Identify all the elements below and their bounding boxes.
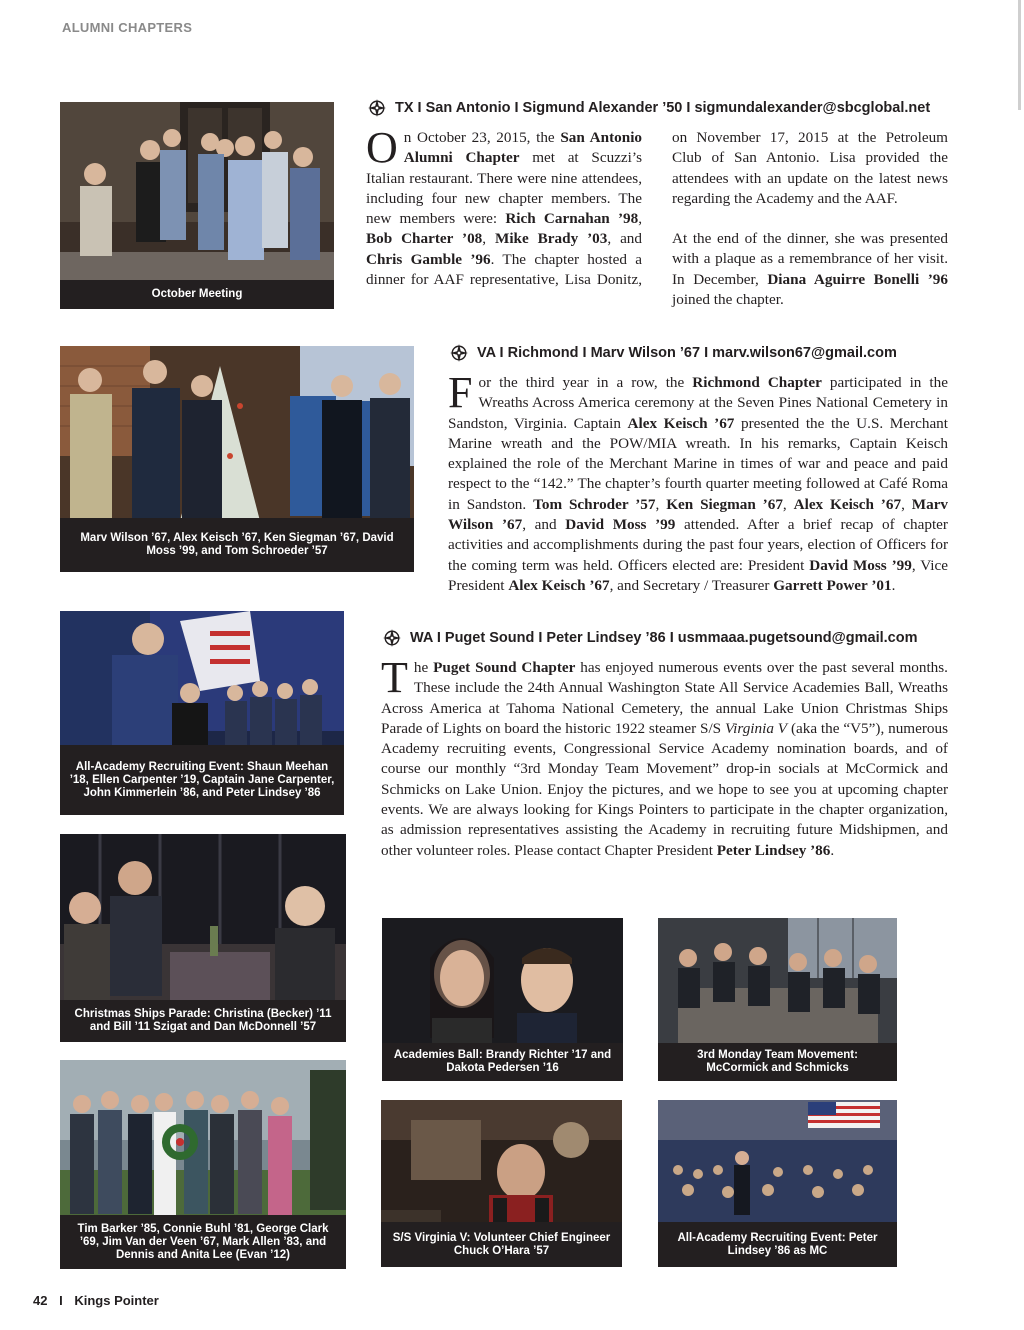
drop-cap: O: [366, 123, 398, 172]
group-photo-image: [60, 102, 334, 309]
page-footer: [33, 1293, 159, 1308]
publication-name: Kings Pointer: [74, 1293, 159, 1308]
photo-caption: S/S Virginia V: Volunteer Chief Engineer Chuck O’Hara ’57: [381, 1222, 622, 1267]
photo-third-monday: [658, 918, 897, 1081]
chapter-body-wa: The Puget Sound Chapter has enjoyed numerous events over the past several months. These include the 24th Annual Washington State All Service Academies Ball, Wreaths Across America at Tahoma National Cemetery, the annual Lake Union Christmas Ships Parade of Lights on board the historic 1922 steamer S/S Virginia V (aka the “V5”), numerous Academy recruiting events, Congressional Service Academy nomination boards, and of course our monthly “3rd Monday Team Movement” drop-in socials at McCormick and Schmicks on Lake Union. Enjoy the pictures, and we hope to see you at upcoming chapter events. We are always looking for Kings Pointers to participate in the chapter organization, as admission representatives assisting the Academy in recruiting future Midshipmen, and other volunteer roles. Please contact Chapter President Peter Lindsey ’86.: [381, 653, 949, 859]
photo-recruiting-mc: [658, 1100, 897, 1267]
compass-rose-icon: [450, 344, 468, 362]
page-edge-rule: [1018, 0, 1021, 110]
photo-virginia-v: [381, 1100, 622, 1267]
compass-rose-icon: [368, 99, 386, 117]
photo-richmond-group: [60, 346, 414, 572]
chapter-body-va: For the third year in a row, the Richmond Chapter participated in the Wreaths Across America ceremony at the Seven Pines National Cemetery in Sandston, Virginia. Captain Alex Keisch ’67 presented the the U.S. Merchant Marine wreath and the POW/MIA wreath. In his remarks, Captain Keisch explained the role of the Merchant Marine in times of war and peace and paid respect to the “142.” The chapter’s fourth quarter meeting followed at Café Roma in Sandston. Tom Schroder ’57, Ken Siegman ’67, Alex Keisch ’67, Marv Wilson ’67, and David Moss ’99 attended. After a brief recap of chapter activities and accomplishments during the past four years, election of Officers for the coming term was held. Officers elected are: President David Moss ’99, Vice President Alex Keisch ’67, and Secretary / Treasurer Garrett Power ’01.: [448, 368, 949, 594]
photo-caption: All-Academy Recruiting Event: Peter Lindsey ’86 as MC: [658, 1222, 897, 1267]
photo-caption: Academies Ball: Brandy Richter ’17 and Dakota Pedersen ’16: [382, 1043, 623, 1081]
photo-wreaths-group: [60, 1060, 346, 1269]
drop-cap: T: [381, 653, 408, 702]
drop-cap: F: [448, 368, 473, 417]
chapter-heading-va: [450, 344, 897, 362]
chapter-heading-text: VA I Richmond I Marv Wilson ’67 I marv.wilson67@gmail.com: [477, 345, 897, 361]
photo-christmas-ships: [60, 834, 346, 1042]
photo-caption: Marv Wilson ’67, Alex Keisch ’67, Ken Siegman ’67, David Moss ’99, and Tom Schroeder ’57: [60, 518, 414, 572]
chapter-heading-text: WA I Puget Sound I Peter Lindsey ’86 I usmmaaa.pugetsound@gmail.com: [410, 630, 918, 646]
chapter-heading-tx: [368, 99, 930, 117]
photo-academies-ball: [382, 918, 623, 1081]
photo-caption: 3rd Monday Team Movement: McCormick and Schmicks: [658, 1043, 897, 1081]
photo-caption: All-Academy Recruiting Event: Shaun Meehan ’18, Ellen Carpenter ’19, Captain Jane Carpenter, John Kimmerlein ’86, and Peter Lindsey ’86: [60, 745, 344, 815]
photo-caption: Christmas Ships Parade: Christina (Becker) ’11 and Bill ’11 Szigat and Dan McDonnell ’57: [60, 1000, 346, 1042]
chapter-body-tx: On October 23, 2015, the San Antonio Alumni Chapter met at Scuzzi’s Italian restaurant. There were nine attendees, including four new chapter members. The new members were: Rich Carnahan ’98, Bob Charter ’08, Mike Brady ’03, and Chris Gamble ’96. The chapter hosted a dinner for AAF representative, Lisa Donitz, on November 17, 2015 at the Petroleum Club of San Antonio. Lisa provided the attendees with an update on the latest news regarding the Academy and the AAF. At the end of the dinner, she was presented with a plaque as a remembrance of her visit. In December, Diana Aguirre Bonelli ’96 joined the chapter.: [366, 123, 948, 309]
photo-recruiting-event: [60, 611, 344, 815]
footer-separator: I: [59, 1293, 63, 1308]
page-number: 42: [33, 1293, 48, 1308]
compass-rose-icon: [383, 629, 401, 647]
photo-caption: Tim Barker ’85, Connie Buhl ’81, George Clark ’69, Jim Van der Veen ’67, Mark Allen ’83, and Dennis and Anita Lee (Evan ’12): [60, 1215, 346, 1269]
chapter-heading-text: TX I San Antonio I Sigmund Alexander ’50 I sigmundalexander@sbcglobal.net: [395, 100, 931, 116]
photo-october-meeting: [60, 102, 334, 309]
section-label: ALUMNI CHAPTERS: [62, 20, 193, 35]
chapter-heading-wa: [383, 629, 918, 647]
photo-caption: October Meeting: [60, 280, 334, 309]
